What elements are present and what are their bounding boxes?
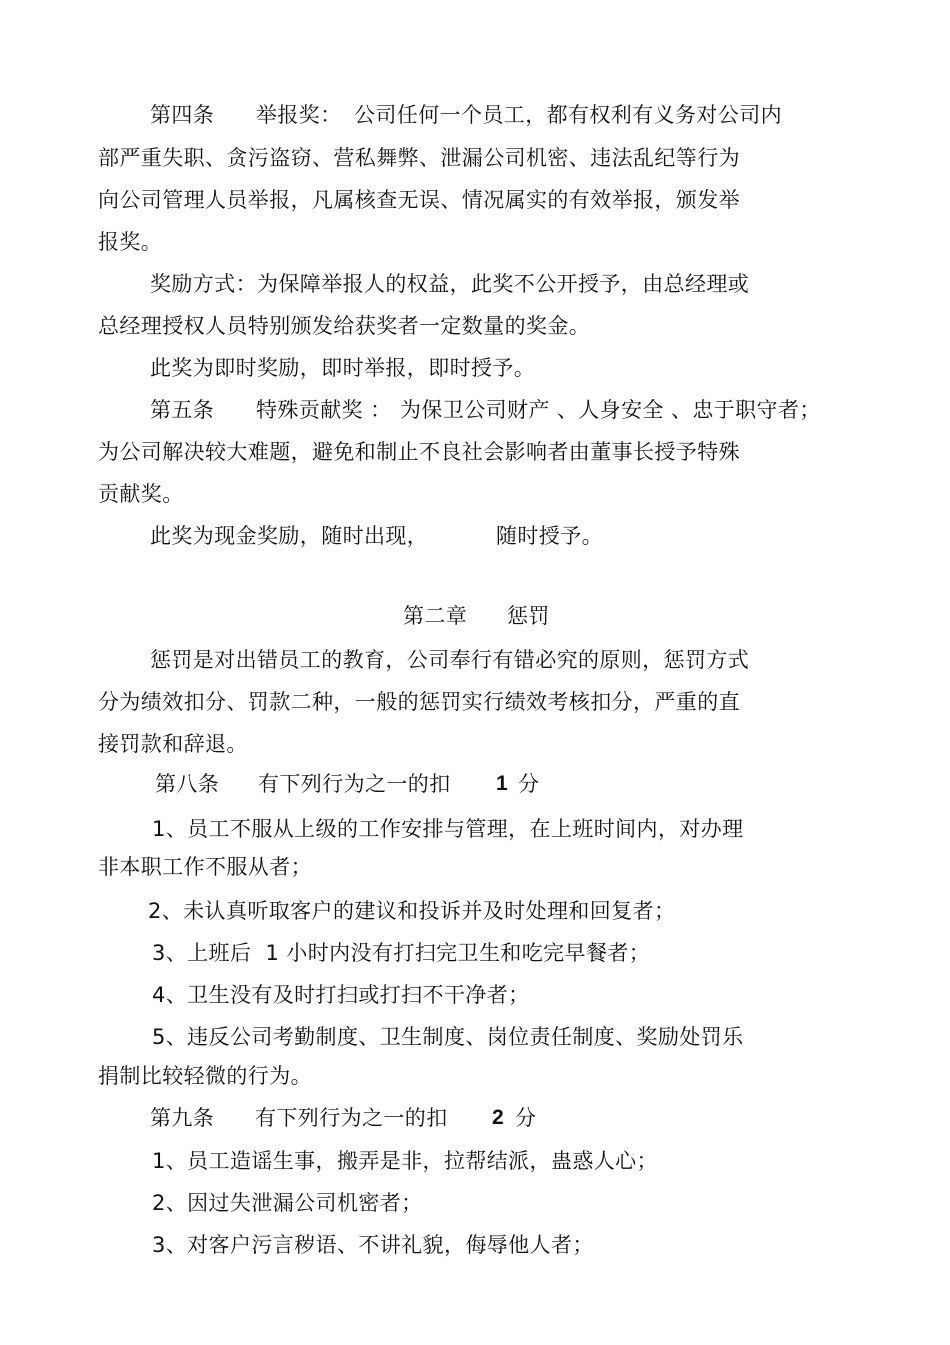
article-9-unit: 分 <box>515 1106 537 1130</box>
reward-note: 此奖为现金奖励，随时出现， <box>150 524 429 548</box>
article-4-title: 举报奖： <box>256 103 342 127</box>
paragraph-line: 接罚款和辞退。 <box>98 732 248 756</box>
article-5-title: 特殊贡献奖 ： <box>256 398 392 422</box>
article-4-label: 第四条 <box>150 103 215 127</box>
list-item: 1、员工造谣生事，搬弄是非，拉帮结派，蛊惑人心； <box>152 1149 658 1173</box>
list-item: 4、卫生没有及时打扫或打扫不干净者； <box>152 983 530 1007</box>
paragraph-line: 报奖。 <box>98 230 163 254</box>
article-5-label: 第五条 <box>150 398 215 422</box>
article-4-text: 公司任何一个员工，都有权利有义务对公司内 <box>354 103 782 127</box>
paragraph-line: 总经理授权人员特别颁发给获奖者一定数量的奖金。 <box>98 314 591 338</box>
paragraph-line: 部严重失职、贪污盗窃、营私舞弊、泄漏公司机密、违法乱纪等行为 <box>98 146 740 170</box>
chapter-number: 第二章 <box>403 604 468 628</box>
list-item: 2、未认真听取客户的建议和投诉并及时处理和回复者； <box>148 899 676 923</box>
article-5-text: 为保卫公司财产 、人身安全 、忠于职守者； <box>400 398 821 422</box>
paragraph-line: 向公司管理人员举报，凡属核查无误、情况属实的有效举报，颁发举 <box>98 188 740 212</box>
list-item: 5、违反公司考勤制度、卫生制度、岗位责任制度、奖励处罚乐 <box>152 1025 744 1049</box>
article-8-points: 1 <box>496 772 509 795</box>
list-item-continuation: 捐制比较轻微的行为。 <box>98 1064 312 1088</box>
article-8-label: 第八条 <box>155 772 220 796</box>
list-item: 1、员工不服从上级的工作安排与管理，在上班时间内，对办理 <box>152 817 744 841</box>
chapter-intro: 惩罚是对出错员工的教育，公司奉行有错必究的原则，惩罚方式 <box>150 648 750 672</box>
article-9-title: 有下列行为之一的扣 <box>255 1106 448 1130</box>
reward-method-line: 奖励方式：为保障举报人的权益，此奖不公开授予，由总经理或 <box>150 272 750 296</box>
article-9-label: 第九条 <box>150 1106 215 1130</box>
list-item: 3、对客户污言秽语、不讲礼貌，侮辱他人者； <box>152 1233 594 1257</box>
list-item-continuation: 非本职工作不服从者； <box>98 855 312 879</box>
article-8-title: 有下列行为之一的扣 <box>258 772 451 796</box>
chapter-title: 惩罚 <box>507 604 550 628</box>
article-8-unit: 分 <box>518 772 540 796</box>
article-9-points: 2 <box>492 1106 505 1129</box>
list-item: 3、上班后 1 小时内没有打扫完卫生和吃完早餐者； <box>152 941 651 965</box>
list-item: 2、因过失泄漏公司机密者； <box>152 1191 423 1215</box>
paragraph-line: 为公司解决较大难题，避免和制止不良社会影响者由董事长授予特殊 <box>98 440 740 464</box>
reward-note-tail: 随时授予。 <box>496 524 603 548</box>
paragraph-line: 分为绩效扣分、罚款二种，一般的惩罚实行绩效考核扣分，严重的直 <box>98 690 740 714</box>
paragraph-line: 贡献奖。 <box>98 482 184 506</box>
reward-note: 此奖为即时奖励，即时举报，即时授予。 <box>150 356 536 380</box>
